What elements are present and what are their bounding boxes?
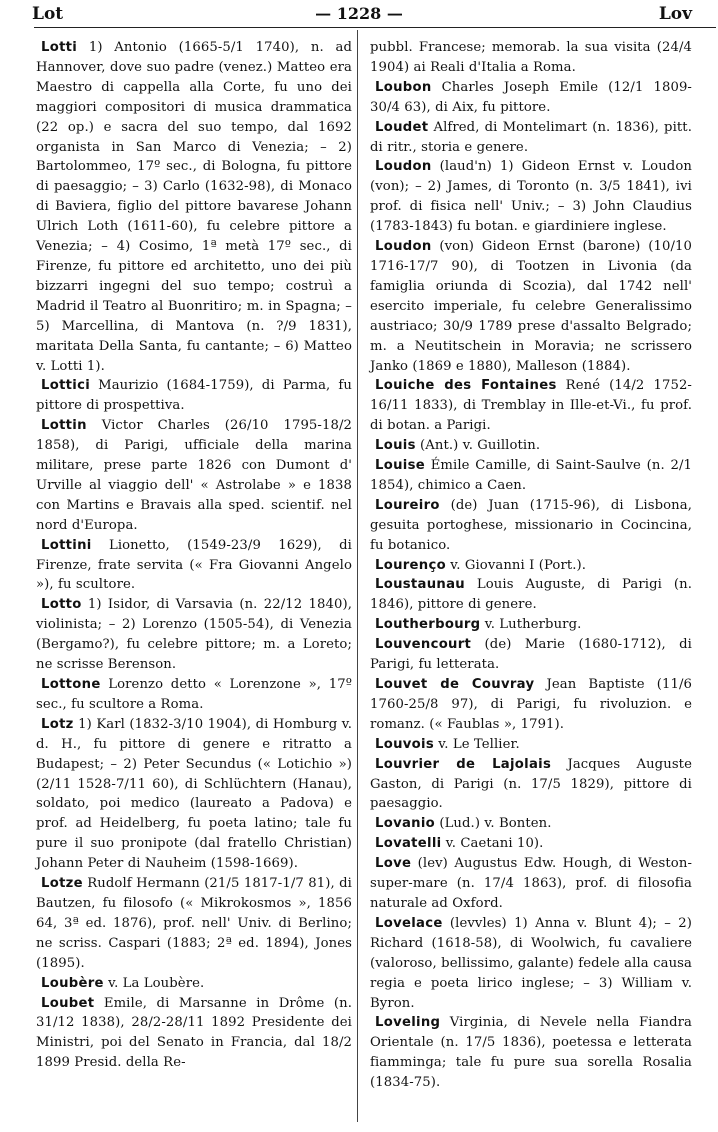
dictionary-entry xyxy=(36,376,352,416)
entry-headword: Louvet de Couvray xyxy=(375,677,535,692)
dictionary-entry xyxy=(370,157,692,237)
entry-headword: Loudet xyxy=(375,119,429,135)
entry-headword: Lovelace xyxy=(375,915,443,931)
entry-text: Émile Camille, di Saint-Saulve (n. 2/1 1854), chimico a Caen. xyxy=(370,458,692,493)
entry-headword: Loustaunau xyxy=(375,577,465,593)
entry-headword: Love xyxy=(375,856,412,872)
entry-headword: Louise xyxy=(375,458,425,474)
entry-text: (von) Gideon Ernst (barone) (10/10 1716-17/7 90), di Tootzen in Livonia (da famiglia oriunda di Scozia), dal 1742 nell' esercito imperiale, fu celebre Generalissimo austriaco; 30/9 1789 prese d'assalto Belgrado; m. a Neutitschein in Moravia; ne scrissero Janko (1869 e 1880), Malleson (1884). xyxy=(370,239,692,374)
entry-text: v. Giovanni I (Port.). xyxy=(445,557,587,573)
entry-headword: Louvencourt xyxy=(375,637,472,653)
entry-headword: Lourenço xyxy=(375,557,446,573)
entry-headword: Lottici xyxy=(41,378,91,394)
entry-headword: Lotz xyxy=(41,716,74,732)
entry-text: Jean Baptiste (11/6 1760-25/8 97), di Parigi, fu rivoluzion. e romanz. (« Faublas », 1791). xyxy=(370,677,692,732)
entry-headword: Loutherbourg xyxy=(375,617,481,633)
entry-headword: Loureiro xyxy=(375,497,440,513)
entry-headword: Loudon xyxy=(375,239,432,255)
dictionary-entry xyxy=(370,814,692,834)
dictionary-entry xyxy=(36,595,352,675)
entry-text: René (14/2 1752-16/11 1833), di Tremblay in Ille-et-Vi., fu prof. di botan. a Parigi. xyxy=(370,378,692,434)
entry-headword: Lotto xyxy=(41,597,82,613)
right-column xyxy=(370,38,692,1093)
entry-headword: Loubet xyxy=(41,995,95,1011)
entry-text: Emile, di Marsanne in Drôme (n. 31/12 1838), 28/2-28/11 1892 Presidente dei Ministri, poi del Senato in Francia, dal 18/2 1899 Presid. della Re- xyxy=(36,995,352,1071)
dictionary-entry xyxy=(370,38,692,78)
dictionary-entry xyxy=(36,874,352,974)
header-left-keyword: Lot xyxy=(32,4,64,24)
dictionary-entry xyxy=(36,38,352,376)
entry-headword: Louvrier de Lajolais xyxy=(375,756,552,772)
dictionary-entry xyxy=(370,436,692,456)
entry-text: v. Le Tellier. xyxy=(433,736,520,752)
dictionary-entry xyxy=(36,715,352,874)
dictionary-entry xyxy=(36,974,352,994)
entry-text: (Lud.) v. Bonten. xyxy=(435,816,552,832)
entry-headword: Louvois xyxy=(375,736,434,752)
entry-text: v. Caetani 10). xyxy=(441,836,544,852)
dictionary-entry xyxy=(370,556,692,576)
dictionary-entry xyxy=(36,536,352,596)
entry-text: Lionetto, (1549-23/9 1629), di Firenze, frate servita (« Fra Giovanni Angelo »), fu scultore. xyxy=(36,537,352,593)
left-column xyxy=(36,38,352,1073)
entry-headword: Lottini xyxy=(41,537,92,553)
dictionary-entry xyxy=(36,416,352,535)
entry-text: (laud'n) 1) Gideon Ernst v. Loudon (von); – 2) James, di Toronto (n. 3/5 1841), ivi prof. di fisica nell' Univ.; – 3) John Claudius (1783-1843) fu botan. e giardiniere inglese. xyxy=(370,159,692,235)
dictionary-entry xyxy=(370,735,692,755)
page-number: — 1228 — xyxy=(315,4,403,23)
dictionary-entry xyxy=(370,675,692,735)
dictionary-entry xyxy=(370,914,692,1014)
dictionary-entry xyxy=(370,237,692,376)
entry-text: Victor Charles (26/10 1795-18/2 1858), di Parigi, ufficiale della marina militare, prese parte 1826 con Dumont d' Urville al viaggio dell' « Astrolabe » e 1838 con Martins e Bravais alla sped. scientif. nel nord d'Europa. xyxy=(36,418,352,533)
entry-headword: Lottone xyxy=(41,677,101,692)
header-rule xyxy=(34,27,716,28)
dictionary-entry xyxy=(370,118,692,158)
page-header xyxy=(0,0,718,30)
entry-text: Virginia, di Nevele nella Fiandra Orientale (n. 17/5 1836), poetessa e letterata fiamminga; tale fu pure sua sorella Rosalia (1834-75). xyxy=(370,1015,692,1091)
entry-text: Jacques Auguste Gaston, di Parigi (n. 17/5 1829), pittore di paesaggio. xyxy=(370,756,692,812)
entry-text: Lorenzo detto « Lorenzone », 17º sec., fu scultore a Roma. xyxy=(36,677,352,712)
entry-headword: Lotti xyxy=(41,40,78,55)
column-divider xyxy=(357,30,358,1122)
entry-text: v. Lutherburg. xyxy=(480,617,582,633)
entry-text: v. La Loubère. xyxy=(103,975,205,991)
entry-text: pubbl. Francese; memorab. la sua visita (24/4 1904) ai Reali d'Italia a Roma. xyxy=(370,40,692,75)
entry-headword: Lottin xyxy=(41,418,87,434)
dictionary-entry xyxy=(370,575,692,615)
entry-text: Louis Auguste, di Parigi (n. 1846), pittore di genere. xyxy=(370,577,692,613)
entry-headword: Loubon xyxy=(375,79,432,95)
dictionary-entry xyxy=(370,78,692,118)
entry-text: Maurizio (1684-1759), di Parma, fu pittore di prospettiva. xyxy=(36,378,352,414)
entry-headword: Loubère xyxy=(41,975,104,991)
entry-headword: Lovanio xyxy=(375,816,436,832)
entry-text: (de) Marie (1680-1712), di Parigi, fu letterata. xyxy=(370,637,692,673)
dictionary-entry xyxy=(370,496,692,556)
dictionary-entry xyxy=(36,675,352,715)
dictionary-entry xyxy=(370,615,692,635)
entry-text: 1) Antonio (1665-5/1 1740), n. ad Hannover, dove suo padre (venez.) Matteo era Maestro di cappella alla Corte, fu uno dei maggiori compositori di musica drammatica (22 op.) e sacra del suo tempo, dal 1692 organista in San Marco di Venezia; – 2) Bartolommeo, 17º sec., di Bologna, fu pittore di paesaggio; – 3) Carlo (1632-98), di Monaco di Baviera, figlio del pittore bavarese Johann Ulrich Loth (1611-60), fu celebre pittore a Venezia; – 4) Cosimo, 1ª metà 17º sec., di Firenze, fu pittore ed architetto, uno dei più bizzarri ingegni del suo tempo; costruì a Madrid il Teatro al Buonritiro; m. in Spagna; – 5) Marcellina, di Mantova (n. ?/9 1831), maritata Della Santa, fu cantante; – 6) Matteo v. Lotti 1). xyxy=(36,40,352,374)
dictionary-entry xyxy=(370,834,692,854)
entry-headword: Louis xyxy=(375,438,416,454)
entry-text: (levvles) 1) Anna v. Blunt 4); – 2) Richard (1618-58), di Woolwich, fu cavaliere (valoroso, bellissimo, galante) fedele alla causa regia e poeta lirico inglese; – 3) William v. Byron. xyxy=(370,915,692,1011)
entry-text: Charles Joseph Emile (12/1 1809-30/4 63), di Aix, fu pittore. xyxy=(370,79,692,115)
entry-text: 1) Karl (1832-3/10 1904), di Homburg v. d. H., fu pittore di genere e ritratto a Budapest; – 2) Peter Secundus (« Lotichio ») (2/11 1528-7/11 60), di Schlüchtern (Hanau), soldato, poi medico (laureato a Padova) e prof. ad Heidelberg, fu poeta latino; tale fu pure il suo pronipote (dal fratello Christian) Johann Peter di Nauheim (1598-1669). xyxy=(36,716,352,872)
entry-text: (lev) Augustus Edw. Hough, di Weston-super-mare (n. 17/4 1863), prof. di filosofia naturale ad Oxford. xyxy=(370,856,692,911)
entry-text: Rudolf Hermann (21/5 1817-1/7 81), di Bautzen, fu filosofo (« Mikrokosmos », 1856 64, 3ª ed. 1876), prof. nell' Univ. di Berlino; ne scriss. Caspari (1883; 2ª ed. 1894), Jones (1895). xyxy=(36,876,352,971)
header-right-keyword: Lov xyxy=(658,4,692,24)
dictionary-entry xyxy=(36,994,352,1074)
dictionary-entry xyxy=(370,635,692,675)
entry-headword: Lotze xyxy=(41,876,83,892)
dictionary-entry xyxy=(370,854,692,914)
entry-headword: Loveling xyxy=(375,1015,441,1031)
dictionary-entry xyxy=(370,376,692,436)
entry-text: (Ant.) v. Guillotin. xyxy=(415,438,541,454)
dictionary-entry xyxy=(370,456,692,496)
entry-headword: Loudon xyxy=(375,159,432,175)
entry-headword: Lovatelli xyxy=(375,836,442,852)
entry-text: Alfred, di Montelimart (n. 1836), pitt. di ritr., storia e genere. xyxy=(370,119,692,155)
entry-headword: Louiche des Fontaines xyxy=(375,378,557,394)
entry-text: (de) Juan (1715-96), di Lisbona, gesuita portoghese, missionario in Cocincina, fu botanico. xyxy=(370,497,692,553)
entry-text: 1) Isidor, di Varsavia (n. 22/12 1840), violinista; – 2) Lorenzo (1505-54), di Venezia (Bergamo?), fu celebre pittore; m. a Loreto; ne scrisse Berenson. xyxy=(36,597,352,673)
dictionary-entry xyxy=(370,1013,692,1093)
dictionary-entry xyxy=(370,755,692,815)
